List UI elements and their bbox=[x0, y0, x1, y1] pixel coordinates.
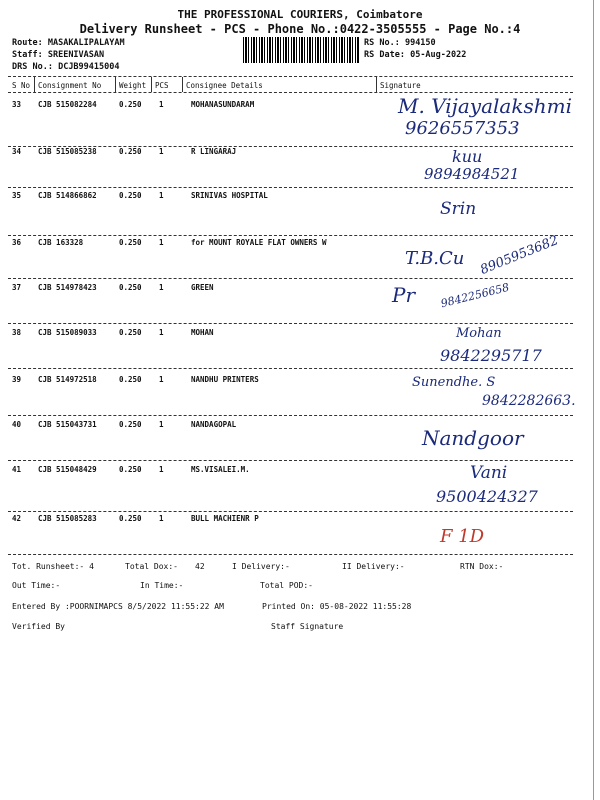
row-consignee: R LINGARAJ bbox=[191, 147, 237, 156]
header-top-rule bbox=[8, 76, 573, 77]
row-consignee: MS.VISALEI.M. bbox=[191, 465, 250, 474]
row-sno: 38 bbox=[12, 328, 22, 337]
row-sno: 36 bbox=[12, 238, 22, 247]
signature-name: Srin bbox=[440, 199, 477, 219]
signature-phone: 9842295717 bbox=[440, 346, 542, 365]
row-consignee: for MOUNT ROYALE FLAT OWNERS W bbox=[191, 238, 327, 247]
signature-name: M. Vijayalakshmi bbox=[398, 94, 572, 118]
row-pcs: 1 bbox=[159, 100, 164, 109]
table-row bbox=[0, 94, 600, 146]
row-consignment: CJB 514978423 bbox=[38, 283, 97, 292]
entered-by: Entered By :POORNIMAPCS 8/5/2022 11:55:22 AM bbox=[12, 602, 224, 611]
row-separator bbox=[8, 187, 573, 188]
staff-value: SREENIVASAN bbox=[47, 50, 105, 60]
row-separator bbox=[8, 278, 573, 279]
rs-no-line bbox=[364, 38, 436, 48]
col-header-pcs: PCS bbox=[155, 81, 169, 90]
row-consignment: CJB 515048429 bbox=[38, 465, 97, 474]
row-weight: 0.250 bbox=[119, 514, 142, 523]
i-delivery: I Delivery:- bbox=[232, 562, 290, 571]
drs-value: DCJB99415004 bbox=[58, 62, 120, 72]
rs-date-label: RS Date: bbox=[364, 50, 405, 60]
tot-runsheet: Tot. Runsheet:- 4 bbox=[12, 562, 94, 571]
row-consignment: CJB 163328 bbox=[38, 238, 84, 247]
row-sno: 39 bbox=[12, 375, 22, 384]
row-consignee: NANDAGOPAL bbox=[191, 420, 237, 429]
header-bottom-rule bbox=[8, 92, 573, 93]
signature-name: Pr bbox=[392, 283, 416, 307]
row-separator bbox=[8, 511, 573, 512]
drs-label: DRS No.: bbox=[12, 62, 53, 72]
row-pcs: 1 bbox=[159, 375, 164, 384]
col-divider bbox=[151, 77, 152, 92]
row-weight: 0.250 bbox=[119, 420, 142, 429]
row-pcs: 1 bbox=[159, 238, 164, 247]
row-consignee: GREEN bbox=[191, 283, 214, 292]
staff-line bbox=[12, 50, 104, 60]
row-consignee: SRINIVAS HOSPITAL bbox=[191, 191, 268, 200]
row-consignee: MOHANASUNDARAM bbox=[191, 100, 255, 109]
out-time: Out Time:- bbox=[12, 581, 61, 590]
table-row bbox=[0, 465, 600, 511]
total-dox-label: Total Dox:- bbox=[125, 562, 178, 571]
row-weight: 0.250 bbox=[119, 147, 142, 156]
table-row bbox=[0, 514, 600, 560]
verified-by: Verified By bbox=[12, 622, 65, 631]
row-weight: 0.250 bbox=[119, 328, 142, 337]
row-pcs: 1 bbox=[159, 328, 164, 337]
signature-phone: 9842256658 bbox=[439, 280, 511, 311]
col-divider bbox=[34, 77, 35, 92]
row-pcs: 1 bbox=[159, 147, 164, 156]
row-separator bbox=[8, 368, 573, 369]
row-pcs: 1 bbox=[159, 420, 164, 429]
row-consignment: CJB 515082284 bbox=[38, 100, 97, 109]
total-dox-value: 42 bbox=[195, 562, 205, 571]
row-weight: 0.250 bbox=[119, 283, 142, 292]
row-sno: 35 bbox=[12, 191, 22, 200]
row-consignment: CJB 515085238 bbox=[38, 147, 97, 156]
table-row bbox=[0, 328, 600, 374]
row-separator bbox=[8, 235, 573, 236]
row-separator bbox=[8, 323, 573, 324]
row-separator bbox=[8, 415, 573, 416]
signature-phone: 9894984521 bbox=[424, 165, 520, 183]
route-line bbox=[12, 38, 125, 48]
row-consignment: CJB 514972518 bbox=[38, 375, 97, 384]
row-pcs: 1 bbox=[159, 191, 164, 200]
signature-name: Vani bbox=[470, 463, 508, 483]
col-header-signature: Signature bbox=[380, 81, 421, 90]
row-separator bbox=[8, 460, 573, 461]
row-weight: 0.250 bbox=[119, 375, 142, 384]
ii-delivery: II Delivery:- bbox=[342, 562, 405, 571]
printed-on: Printed On: 05-08-2022 11:55:28 bbox=[262, 602, 412, 611]
company-title: THE PROFESSIONAL COURIERS, Coimbatore bbox=[177, 8, 423, 21]
row-sno: 37 bbox=[12, 283, 22, 292]
row-weight: 0.250 bbox=[119, 100, 142, 109]
row-sno: 42 bbox=[12, 514, 22, 523]
total-pod: Total POD:- bbox=[260, 581, 313, 590]
table-row bbox=[0, 233, 600, 284]
col-header-sno: S No bbox=[12, 81, 31, 90]
row-sno: 33 bbox=[12, 100, 22, 109]
signature-phone: 8905953682 bbox=[478, 233, 561, 278]
staff-signature: Staff Signature bbox=[271, 622, 344, 631]
signature-name: Sunendhe. S bbox=[412, 375, 496, 390]
col-divider bbox=[182, 77, 183, 92]
drs-line bbox=[12, 62, 120, 72]
row-sno: 40 bbox=[12, 420, 22, 429]
row-consignee: MOHAN bbox=[191, 328, 214, 337]
staff-label: Staff: bbox=[12, 50, 43, 60]
col-header-consignee: Consignee Details bbox=[186, 81, 263, 90]
col-header-consignment: Consignment No bbox=[38, 81, 102, 90]
table-row bbox=[0, 147, 600, 193]
route-value: MASAKALIPALAYAM bbox=[47, 38, 125, 48]
rs-no-value: 994150 bbox=[404, 38, 436, 48]
signature-name: Nandgoor bbox=[422, 426, 524, 450]
col-divider bbox=[376, 77, 377, 92]
row-consignment: CJB 515089033 bbox=[38, 328, 97, 337]
signature-name: kuu bbox=[452, 147, 483, 166]
rs-date-line bbox=[364, 50, 466, 60]
row-pcs: 1 bbox=[159, 514, 164, 523]
table-row bbox=[0, 375, 600, 421]
row-consignee: BULL MACHIENR P bbox=[191, 514, 259, 523]
row-weight: 0.250 bbox=[119, 238, 142, 247]
signature-name: F 1D bbox=[440, 526, 485, 547]
route-label: Route: bbox=[12, 38, 43, 48]
rs-no-label: RS No.: bbox=[364, 38, 400, 48]
row-separator bbox=[8, 554, 573, 555]
table-row bbox=[0, 280, 600, 329]
row-consignment: CJB 515085283 bbox=[38, 514, 97, 523]
row-sno: 41 bbox=[12, 465, 22, 474]
signature-name: Mohan bbox=[456, 326, 502, 341]
signature-name: T.B.Cu bbox=[405, 248, 465, 269]
signature-phone: 9500424327 bbox=[436, 487, 538, 506]
barcode-image bbox=[243, 37, 359, 63]
in-time: In Time:- bbox=[140, 581, 184, 590]
row-consignment: CJB 514866862 bbox=[38, 191, 97, 200]
rs-date-value: 05-Aug-2022 bbox=[410, 50, 467, 60]
signature-phone: 9842282663. bbox=[482, 393, 576, 409]
row-consignment: CJB 515043731 bbox=[38, 420, 97, 429]
row-consignee: NANDHU PRINTERS bbox=[191, 375, 259, 384]
row-pcs: 1 bbox=[159, 283, 164, 292]
row-weight: 0.250 bbox=[119, 191, 142, 200]
rtn-dox: RTN Dox:- bbox=[460, 562, 504, 571]
row-pcs: 1 bbox=[159, 465, 164, 474]
col-header-weight: Weight bbox=[119, 81, 147, 90]
col-divider bbox=[115, 77, 116, 92]
signature-phone: 9626557353 bbox=[405, 118, 520, 139]
row-weight: 0.250 bbox=[119, 465, 142, 474]
table-row bbox=[0, 420, 600, 466]
runsheet-title: Delivery Runsheet - PCS - Phone No.:0422-3505555 - Page No.:4 bbox=[79, 22, 521, 36]
row-sno: 34 bbox=[12, 147, 22, 156]
table-row bbox=[0, 191, 600, 237]
